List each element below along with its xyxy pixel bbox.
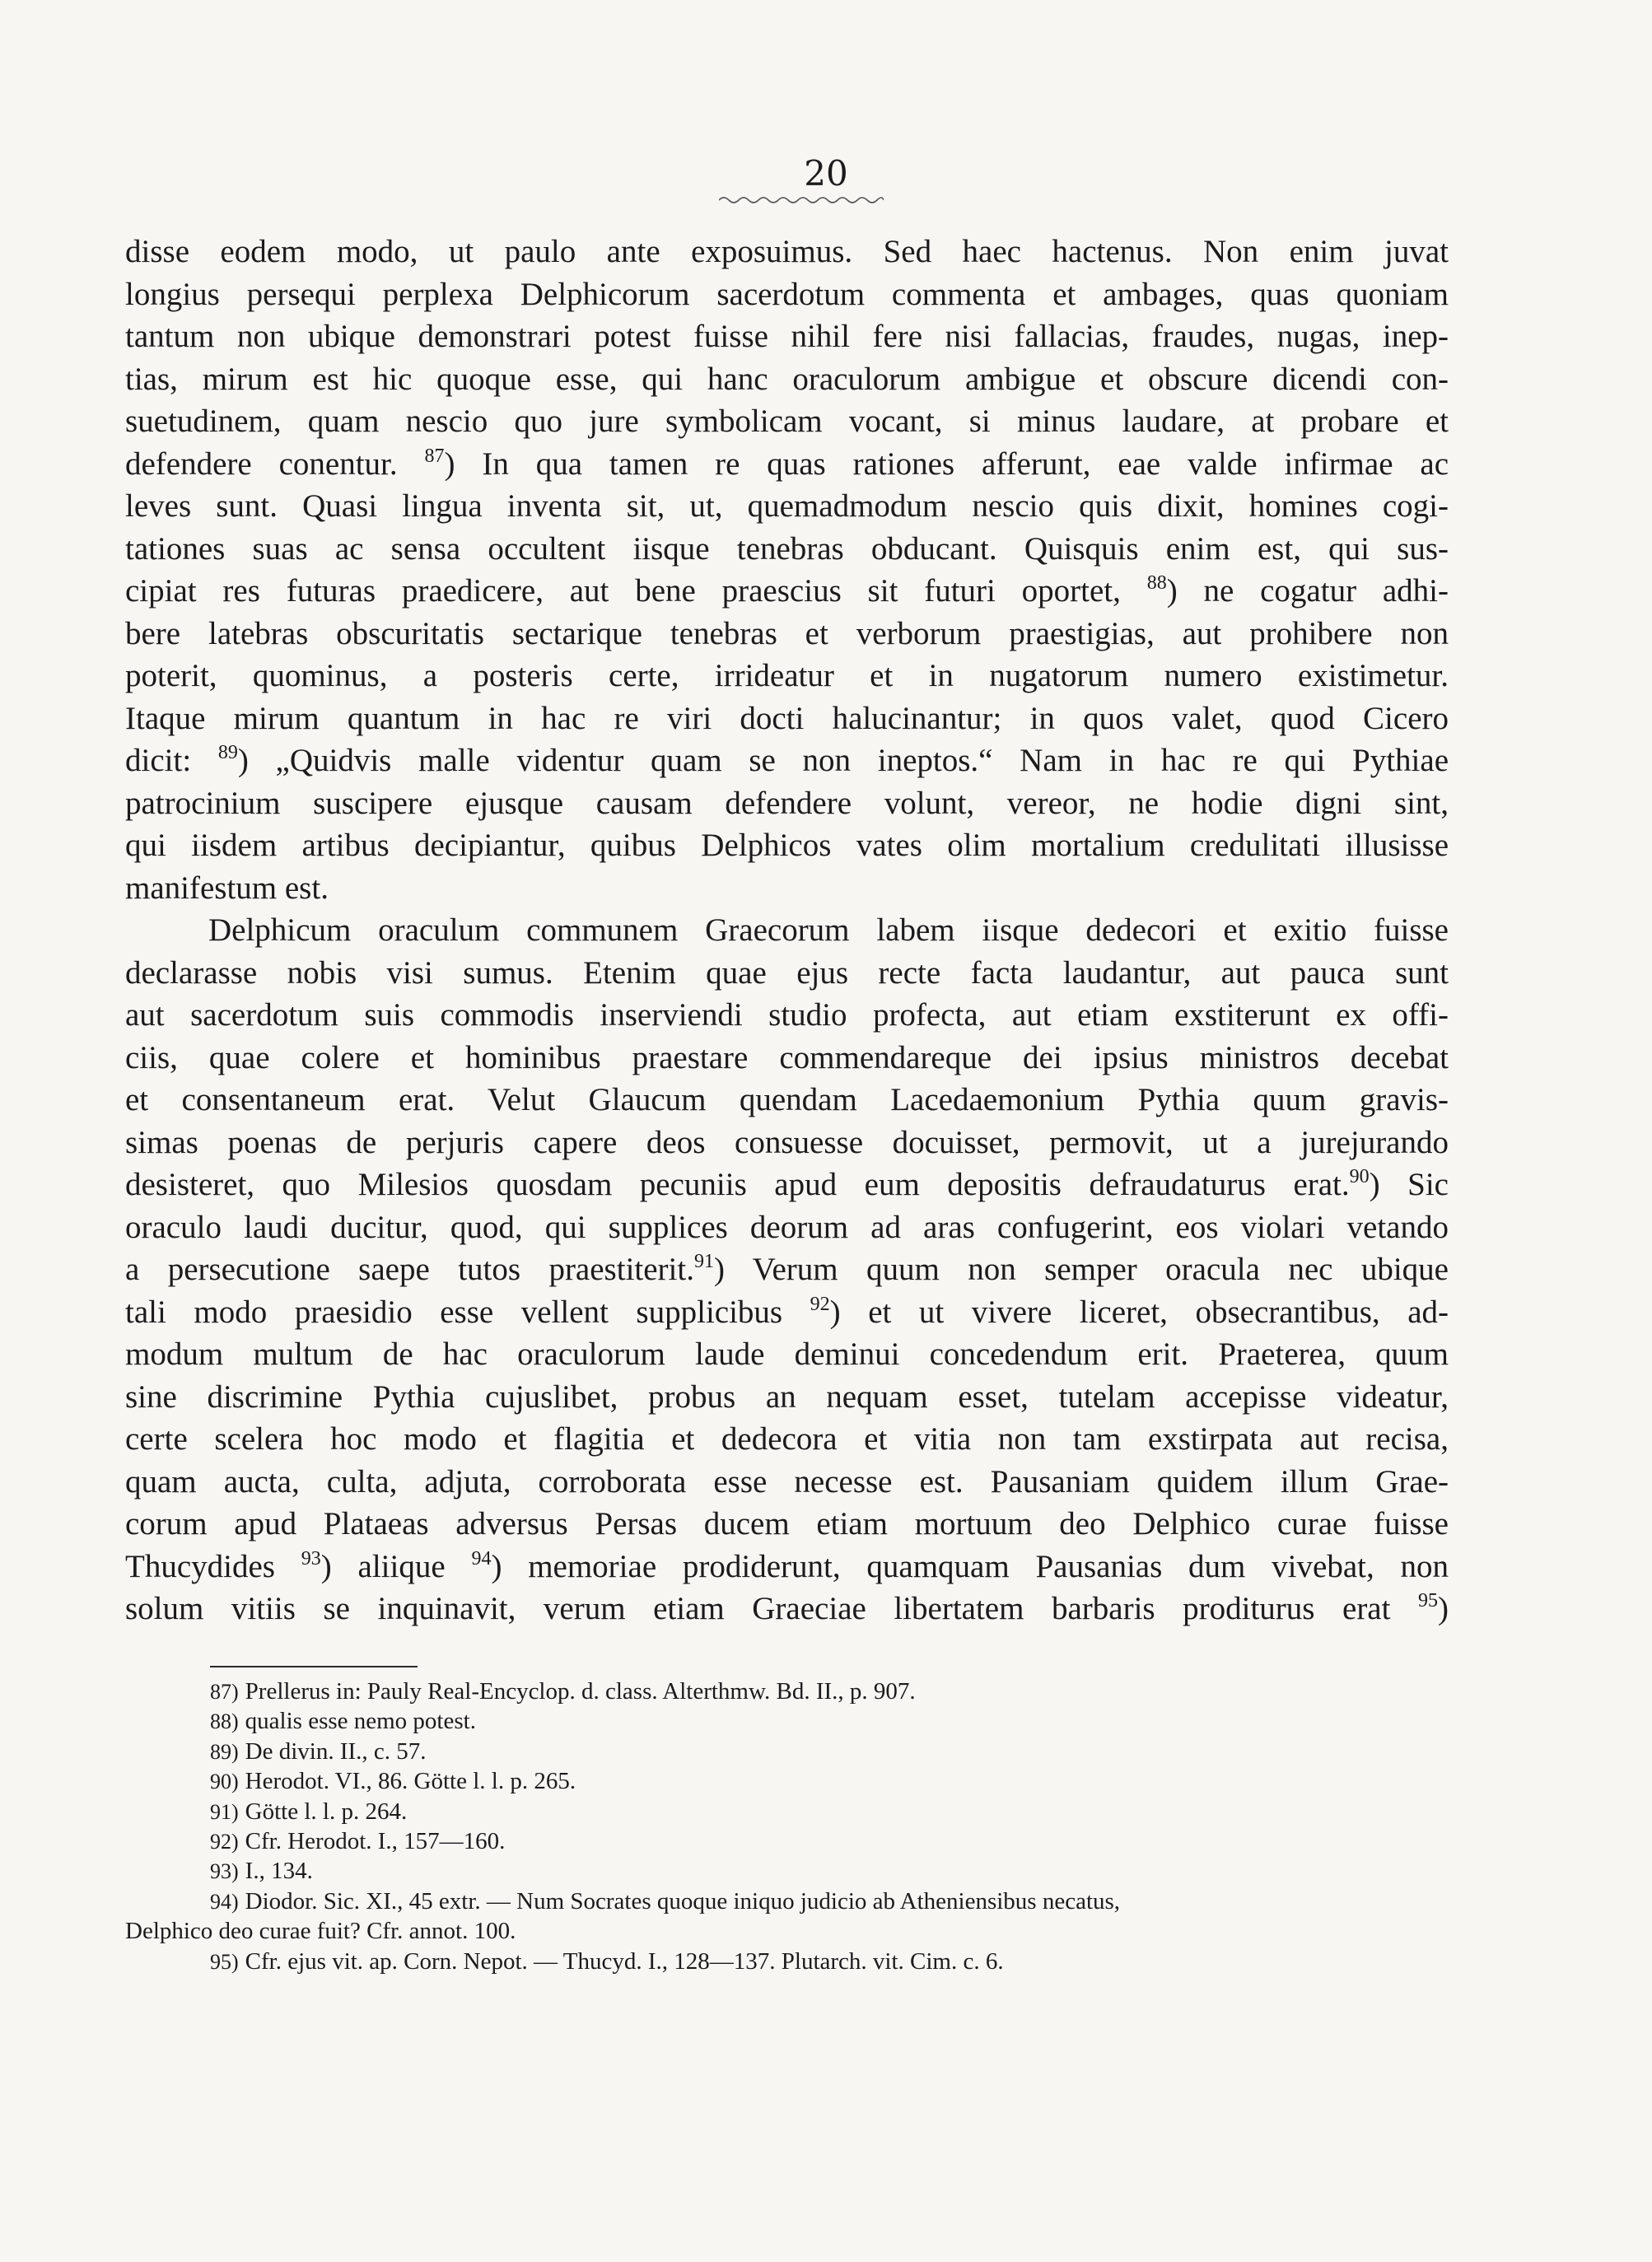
text-line: tali modo praesidio esse vellent supplicibus $^{92}$) et ut vivere liceret, obsecrantibus, ad- — [125, 1293, 1449, 1330]
text-line: Delphicum oraculum communem Graecorum labem iisque dedecori et exitio fuisse — [208, 912, 1449, 948]
paragraph-2 — [125, 909, 1449, 1630]
text-line: desisteret, quo Milesios quosdam pecuniis apud eum depositis defraudaturus erat.$^{90}$) Sic — [125, 1166, 1449, 1202]
text-line: certe scelera hoc modo et flagitia et dedecora et vitia non tam exstirpata aut recisa, — [125, 1421, 1449, 1457]
text-line: aut sacerdotum suis commodis inserviendi studio profecta, aut etiam exstiterunt ex offi- — [125, 997, 1449, 1033]
text-line: poterit, quominus, a posteris certe, irrideatur et in nugatorum numero existimetur. — [125, 658, 1449, 693]
text-line: leves sunt. Quasi lingua inventa sit, ut, quemadmodum nescio quis dixit, homines cogi- — [125, 488, 1449, 524]
footnote-ref: 91 — [693, 1251, 714, 1272]
wavy-ornament — [719, 194, 884, 206]
text-line: manifestum est. — [125, 870, 329, 906]
footnote-ref: 95 — [1418, 1590, 1438, 1611]
footnote: 95) Cfr. ejus vit. ap. Corn. Nepot. — Thucyd. I., 128—137. Plutarch. vit. Cim. c. 6. — [210, 1947, 1004, 1975]
text-line: quam aucta, culta, adjuta, corroborata esse necesse est. Pausaniam quidem illum Grae- — [125, 1463, 1449, 1499]
footnote-ref: 93 — [301, 1547, 321, 1569]
footnote: 91) Götte l. l. p. 264. — [210, 1798, 408, 1825]
footnote-ref: 89 — [217, 742, 238, 763]
footnotes — [125, 1677, 1443, 1976]
footnote: 93) I., 134. — [210, 1858, 313, 1885]
text-line: patrocinium suscipere ejusque causam defendere volunt, vereor, ne hodie digni sint, — [125, 785, 1449, 821]
footnote-continuation: Delphico deo curae fuit? Cfr. annot. 100. — [125, 1918, 516, 1945]
text-line: et consentaneum erat. Velut Glaucum quendam Lacedaemonium Pythia quum gravis- — [125, 1082, 1449, 1117]
text-line: a persecutione saepe tutos praestiterit.$^{91}$) Verum quum non semper oracula nec ubique — [125, 1251, 1449, 1287]
text-line: disse eodem modo, ut paulo ante exposuimus. Sed haec hactenus. Non enim juvat — [125, 234, 1449, 269]
footnote: 90) Herodot. VI., 86. Götte l. l. p. 265. — [210, 1768, 576, 1795]
text-line: solum vitiis se inquinavit, verum etiam Graeciae libertatem barbaris proditurus erat $^{95}$) — [125, 1590, 1449, 1626]
footnote-ref: 87 — [424, 445, 445, 467]
text-line: simas poenas de perjuris capere deos consuesse docuisset, permovit, ut a jurejurando — [125, 1124, 1449, 1160]
paragraph-1 — [125, 231, 1449, 909]
footnote: 89) De divin. II., c. 57. — [210, 1737, 427, 1765]
footnote-ref: 90 — [1349, 1166, 1370, 1187]
footnote-ref: 88 — [1146, 572, 1167, 594]
text-line: declarasse nobis visi sumus. Etenim quae ejus recte facta laudantur, aut pauca sunt — [125, 954, 1449, 991]
text-line: cipiat res futuras praedicere, aut bene praescius sit futuri oportet, $^{88}$) ne cogatur adhi- — [125, 572, 1449, 609]
footnote: 94) Diodor. Sic. XI., 45 extr. — Num Socrates quoque iniquo judicio ab Atheniensibus necatus, — [210, 1887, 1121, 1915]
text-line: Thucydides $^{93}$) aliique $^{94}$) memoriae prodiderunt, quamquam Pausanias dum vivebat, non — [125, 1547, 1449, 1584]
text-line: defendere conentur. $^{87}$) In qua tamen re quas rationes afferunt, eae valde infirmae ac — [125, 445, 1449, 482]
text-line: suetudinem, quam nescio quo jure symbolicam vocant, si minus laudare, at probare et — [125, 403, 1449, 439]
text-line: tantum non ubique demonstrari potest fuisse nihil fere nisi fallacias, fraudes, nugas, inep- — [125, 319, 1449, 354]
text-line: tias, mirum est hic quoque esse, qui hanc oraculorum ambigue et obscure dicendi con- — [125, 361, 1449, 397]
text-line: bere latebras obscuritatis sectarique tenebras et verborum praestigias, aut prohibere non — [125, 615, 1449, 651]
footnote-ref: 92 — [810, 1293, 830, 1315]
body-text — [125, 231, 1449, 1630]
footnote: 92) Cfr. Herodot. I., 157—160. — [210, 1827, 506, 1854]
text-line: Itaque mirum quantum in hac re viri docti halucinantur; in quos valet, quod Cicero — [125, 700, 1449, 736]
footnote-divider — [210, 1666, 418, 1667]
footnote-ref: 94 — [471, 1547, 492, 1569]
text-line: dicit: $^{89}$) „Quidvis malle videntur quam se non ineptos.“ Nam in hac re qui Pythiae — [125, 742, 1449, 778]
text-line: corum apud Plataeas adversus Persas ducem etiam mortuum deo Delphico curae fuisse — [125, 1506, 1449, 1541]
text-line: tationes suas ac sensa occultent iisque tenebras obducant. Quisquis enim est, qui sus- — [125, 530, 1449, 567]
text-line: ciis, quae colere et hominibus praestare commendareque dei ipsius ministros decebat — [125, 1039, 1449, 1075]
text-line: modum multum de hac oraculorum laude deminui concedendum erit. Praeterea, quum — [125, 1336, 1449, 1372]
text-line: qui iisdem artibus decipiantur, quibus Delphicos vates olim mortalium credulitati illusisse — [125, 828, 1449, 863]
text-line: longius persequi perplexa Delphicorum sacerdotum commenta et ambages, quas quoniam — [125, 276, 1449, 312]
footnote: 88) qualis esse nemo potest. — [210, 1708, 476, 1735]
text-line: oraculo laudi ducitur, quod, qui supplices deorum ad aras confugerint, eos violari vetando — [125, 1209, 1449, 1245]
text-line: sine discrimine Pythia cujuslibet, probus an nequam esset, tutelam accepisse videatur, — [125, 1378, 1449, 1415]
page-number: 20 — [804, 153, 848, 194]
footnote: 87) Prellerus in: Pauly Real-Encyclop. d. class. Alterthmw. Bd. II., p. 907. — [210, 1678, 916, 1705]
